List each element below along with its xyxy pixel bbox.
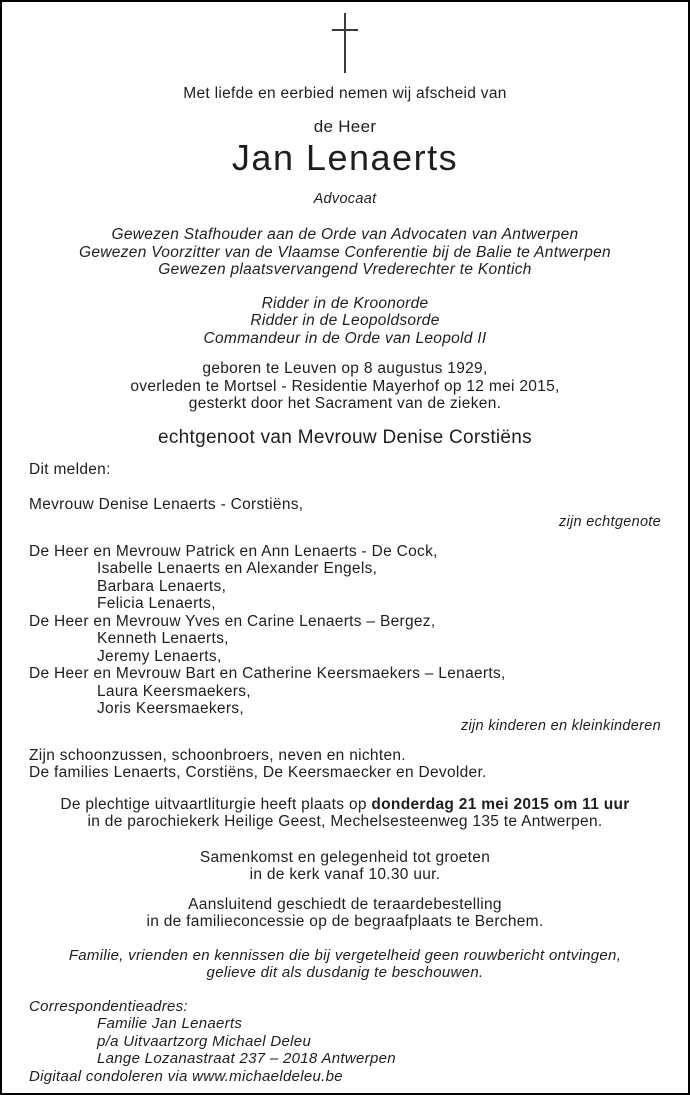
ceremony-line-1 bbox=[29, 796, 661, 814]
family-line: Laura Keersmaekers, bbox=[97, 682, 251, 700]
order-line: Commandeur in de Orde van Leopold II bbox=[203, 329, 487, 347]
family-line: Jeremy Lenaerts, bbox=[97, 647, 222, 665]
burial-info bbox=[29, 896, 661, 931]
career-honors bbox=[29, 226, 661, 279]
profession: Advocaat bbox=[313, 191, 377, 207]
ceremony-datetime: donderdag 21 mei 2015 om 11 uur bbox=[371, 795, 630, 813]
family-line: De Heer en Mevrouw Bart en Catherine Keersmaekers – Lenaerts, bbox=[29, 665, 506, 682]
cross-icon bbox=[29, 13, 661, 73]
intro-line: Met liefde en eerbied nemen wij afscheid van bbox=[183, 85, 507, 102]
correspondence-line: Lange Lozanastraat 237 – 2018 Antwerpen bbox=[97, 1050, 396, 1067]
correspondence-block bbox=[29, 998, 661, 1086]
family-line: Kenneth Lenaerts, bbox=[97, 630, 229, 647]
family-line: Barbara Lenaerts, bbox=[97, 577, 227, 595]
family-line: Felicia Lenaerts, bbox=[97, 595, 216, 612]
birth-line: geboren te Leuven op 8 augustus 1929, bbox=[202, 360, 488, 377]
ceremony-line-2: in de parochiekerk Heilige Geest, Mechelsesteenweg 135 te Antwerpen. bbox=[87, 813, 603, 830]
family-line: Isabelle Lenaerts en Alexander Engels, bbox=[97, 560, 378, 577]
career-line: Gewezen Voorzitter van de Vlaamse Conferentie bij de Balie te Antwerpen bbox=[79, 243, 611, 261]
ceremony-info bbox=[29, 796, 661, 831]
spouse-role: zijn echtgenote bbox=[558, 513, 661, 530]
ceremony-text: De plechtige uitvaartliturgie heeft plaats op bbox=[60, 795, 372, 813]
correspondence-line: p/a Uitvaartzorg Michael Deleu bbox=[97, 1032, 312, 1050]
sacrament-line: gesterkt door het Sacrament van de zieken. bbox=[188, 395, 502, 412]
salutation: de Heer bbox=[313, 117, 377, 136]
relatives bbox=[29, 747, 661, 782]
gathering-line: in de kerk vanaf 10.30 uur. bbox=[249, 866, 441, 883]
spouse-line: echtgenoot van Mevrouw Denise Corstiëns bbox=[158, 426, 532, 448]
gathering-info bbox=[29, 849, 661, 884]
correspondence-line: Familie Jan Lenaerts bbox=[97, 1015, 243, 1032]
burial-line: Aansluitend geschiedt de teraardebestelling bbox=[188, 895, 502, 913]
burial-line: in de familieconcessie op de begraafplaats te Berchem. bbox=[146, 913, 544, 930]
apology-note bbox=[29, 947, 661, 982]
family-role: zijn kinderen en kleinkinderen bbox=[460, 717, 661, 734]
deceased-name: Jan Lenaerts bbox=[231, 137, 459, 178]
apology-line: Familie, vrienden en kennissen die bij vergetelheid geen rouwbericht ontvingen, bbox=[68, 946, 622, 964]
announce-label: Dit melden: bbox=[29, 460, 111, 478]
career-line: Gewezen plaatsvervangend Vrederechter te Kontich bbox=[158, 261, 532, 278]
relatives-line: De families Lenaerts, Corstiëns, De Keersmaecker en Devolder. bbox=[29, 764, 487, 781]
order-honors bbox=[29, 295, 661, 348]
order-line: Ridder in de Leopoldsorde bbox=[250, 312, 440, 329]
life-dates bbox=[29, 360, 661, 413]
death-line: overleden te Mortsel - Residentie Mayerhof op 12 mei 2015, bbox=[130, 377, 560, 395]
family-line: De Heer en Mevrouw Yves en Carine Lenaerts – Bergez, bbox=[29, 612, 436, 630]
spouse-name: Mevrouw Denise Lenaerts - Corstiëns, bbox=[29, 496, 304, 513]
online-condolence-line: Digitaal condoleren via www.michaeldeleu.be bbox=[29, 1067, 343, 1085]
correspondence-label: Correspondentieadres: bbox=[29, 997, 188, 1015]
gathering-line: Samenkomst en gelegenheid tot groeten bbox=[199, 848, 491, 866]
relatives-line: Zijn schoonzussen, schoonbroers, neven en nichten. bbox=[29, 746, 406, 764]
career-line: Gewezen Stafhouder aan de Orde van Advocaten van Antwerpen bbox=[111, 226, 579, 243]
family-line: De Heer en Mevrouw Patrick en Ann Lenaerts - De Cock, bbox=[29, 542, 438, 560]
family-line: Joris Keersmaekers, bbox=[97, 700, 244, 717]
family-list bbox=[29, 543, 661, 718]
apology-line: gelieve dit als dusdanig te beschouwen. bbox=[206, 964, 484, 981]
order-line: Ridder in de Kroonorde bbox=[261, 294, 429, 312]
